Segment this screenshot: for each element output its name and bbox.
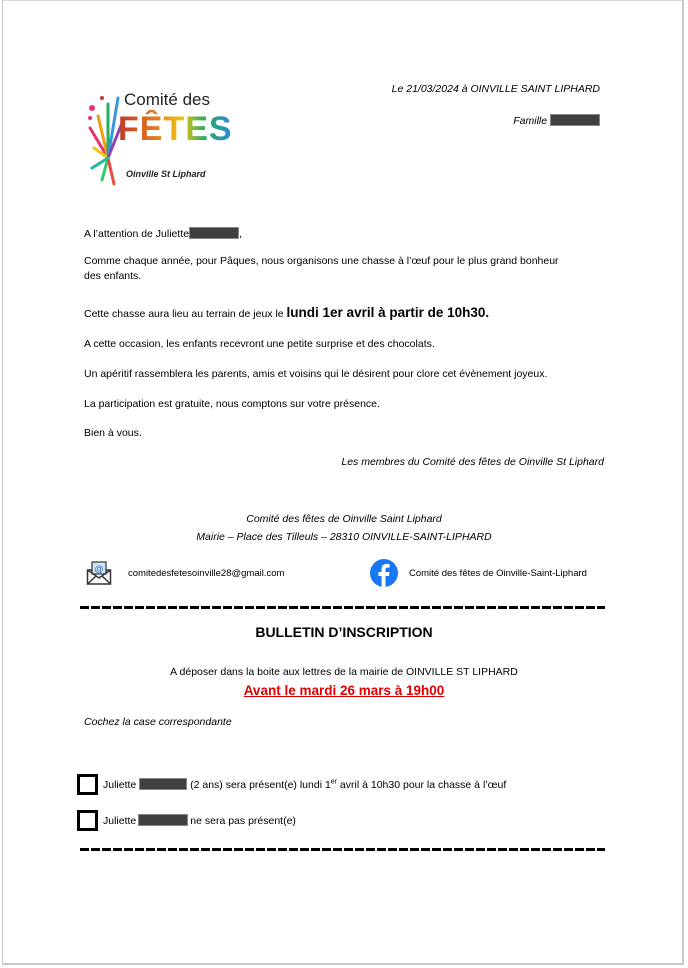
paragraph-4: Un apéritif rassemblera les parents, amis et voisins qui le désirent pour clore cet évènement joyeux.: [84, 368, 548, 380]
logo-text-line3: Oinville St Liphard: [126, 169, 206, 179]
paragraph-6: Bien à vous.: [84, 427, 142, 439]
redacted-name: [550, 114, 600, 126]
paragraph-1-line-2: des enfants.: [84, 270, 142, 282]
option-present-name: Juliette: [103, 779, 137, 791]
form-instructions: A déposer dans la boite aux lettres de la mairie de OINVILLE ST LIPHARD: [170, 666, 518, 678]
salutation: [84, 227, 242, 240]
facebook-icon: [370, 559, 398, 587]
event-date-time: lundi 1er avril à partir de 10h30.: [286, 305, 490, 320]
date-line: Le 21/03/2024 à OINVILLE SAINT LIPHARD: [391, 83, 600, 95]
paragraph-3: A cette occasion, les enfants recevront une petite surprise et des chocolats.: [84, 338, 435, 350]
salutation-suffix: ,: [239, 228, 242, 240]
option-present-text: (2 ans) sera présent(e) lundi 1: [190, 779, 331, 791]
option-present: [103, 778, 506, 791]
check-hint: Cochez la case correspondante: [84, 716, 232, 728]
redacted-name: [139, 778, 187, 790]
org-name: Comité des fêtes de Oinville Saint Liphard: [246, 513, 442, 525]
option-present-sup: er: [330, 778, 338, 786]
form-deadline: Avant le mardi 26 mars à 19h00: [243, 683, 445, 698]
signature: Les membres du Comité des fêtes de Oinville St Liphard: [341, 456, 604, 468]
email-icon: [86, 560, 112, 586]
option-absent: [103, 814, 296, 827]
svg-text:@: @: [94, 564, 104, 574]
family-label: Famille: [513, 115, 548, 127]
comite-des-fetes-logo: [86, 88, 233, 196]
logo-text-line1: Comité des: [124, 90, 210, 109]
cut-line-bottom: [80, 848, 605, 851]
redacted-name: [138, 814, 188, 826]
paragraph-5: La participation est gratuite, nous comptons sur votre présence.: [84, 398, 380, 410]
option-absent-name: Juliette: [103, 815, 137, 827]
paragraph-1-line-1: Comme chaque année, pour Pâques, nous organisons une chasse à l’œuf pour le plus grand bonheur: [84, 255, 559, 267]
logo-text-line2: FÊTES: [118, 110, 233, 148]
form-title: BULLETIN D’INSCRIPTION: [255, 624, 433, 640]
cut-line-top: [80, 606, 605, 609]
org-address: Mairie – Place des Tilleuls – 28310 OINVILLE-SAINT-LIPHARD: [196, 531, 492, 543]
email-address[interactable]: comitedesfetesoinville28@gmail.com: [128, 568, 285, 579]
family-line: [513, 114, 600, 127]
redacted-name: [189, 227, 239, 239]
paragraph-2-text: Cette chasse aura lieu au terrain de jeux le: [84, 308, 287, 320]
facebook-page-name[interactable]: Comité des fêtes de Oinville-Saint-Liphard: [409, 568, 587, 579]
checkbox-absent[interactable]: [77, 810, 98, 831]
option-absent-text: ne sera pas présent(e): [190, 815, 296, 827]
paragraph-2: [84, 305, 489, 320]
salutation-text: A l’attention de Juliette: [84, 228, 190, 240]
option-present-text-end: avril à 10h30 pour la chasse à l’œuf: [337, 779, 507, 791]
checkbox-present[interactable]: [77, 774, 98, 795]
